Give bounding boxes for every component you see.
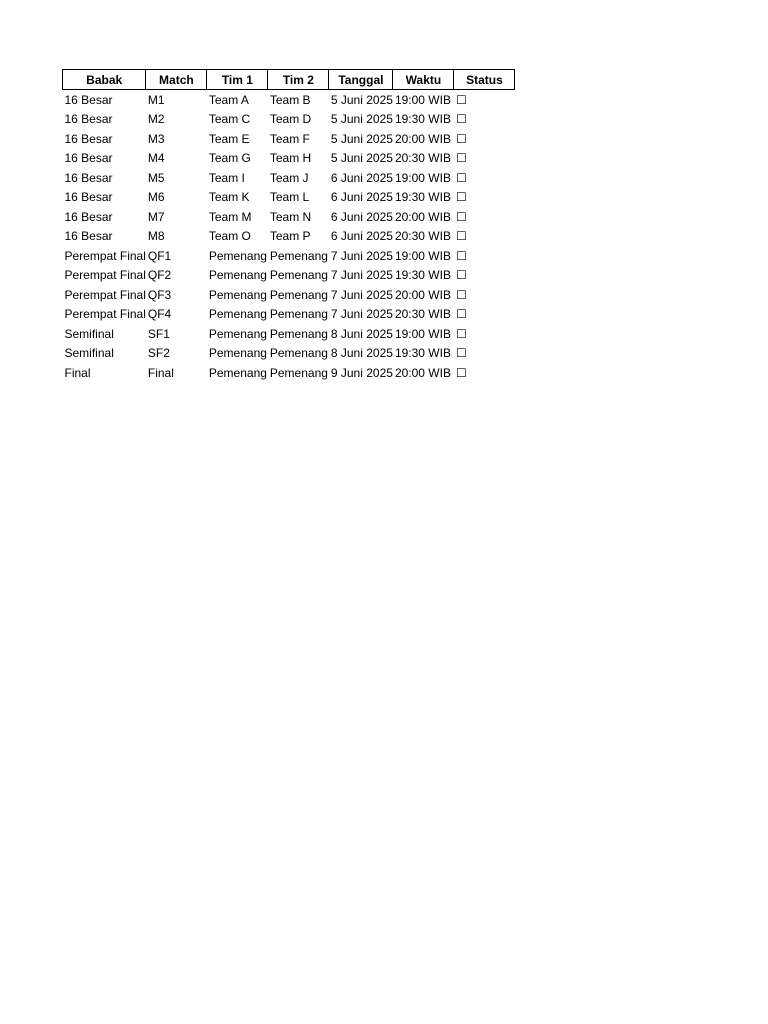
cell-tim-2: Team J	[269, 170, 309, 185]
cell-tim-1: Team C	[208, 112, 251, 127]
table-row	[63, 149, 515, 169]
cell-tanggal: 7 Juni 2025	[330, 248, 393, 263]
cell-match: M3	[147, 131, 165, 146]
cell-waktu: 20:00 WIB	[394, 131, 451, 146]
cell-match: M4	[147, 151, 165, 166]
cell-babak: 16 Besar	[64, 151, 113, 166]
cell-status: ☐	[455, 268, 467, 283]
cell-waktu: 19:30 WIB	[394, 268, 451, 283]
cell-babak: 16 Besar	[64, 190, 113, 205]
cell-tim-1: Pemenang	[208, 287, 267, 302]
cell-status: ☐	[455, 365, 467, 380]
cell-tanggal: 6 Juni 2025	[330, 190, 393, 205]
header-row	[63, 70, 515, 90]
cell-tanggal: 6 Juni 2025	[330, 209, 393, 224]
table-row	[63, 207, 515, 227]
cell-tanggal: 5 Juni 2025	[330, 131, 393, 146]
table-row	[63, 246, 515, 266]
cell-tim-1: Team E	[208, 131, 250, 146]
cell-babak: 16 Besar	[64, 209, 113, 224]
cell-tim-1: Team K	[208, 190, 250, 205]
cell-match: Final	[147, 365, 174, 380]
cell-match: M7	[147, 209, 165, 224]
cell-match: QF3	[147, 287, 172, 302]
cell-tanggal: 7 Juni 2025	[330, 287, 393, 302]
cell-status: ☐	[455, 229, 467, 244]
cell-babak: 16 Besar	[64, 112, 113, 127]
cell-status: ☐	[455, 112, 467, 127]
cell-match: SF1	[147, 326, 170, 341]
cell-tim-2: Team L	[269, 190, 310, 205]
cell-tanggal: 7 Juni 2025	[330, 268, 393, 283]
cell-tim-1: Team A	[208, 92, 249, 107]
header-waktu: Waktu	[393, 70, 454, 90]
cell-tanggal: 5 Juni 2025	[330, 92, 393, 107]
cell-babak: 16 Besar	[64, 170, 113, 185]
table-row	[63, 227, 515, 247]
spreadsheet-page	[62, 69, 515, 383]
header-babak: Babak	[63, 70, 146, 90]
cell-status: ☐	[455, 151, 467, 166]
cell-tim-1: Pemenang	[208, 326, 267, 341]
table-row	[63, 188, 515, 208]
header-status: Status	[454, 70, 515, 90]
cell-tanggal: 5 Juni 2025	[330, 112, 393, 127]
table-row	[63, 266, 515, 286]
cell-waktu: 19:30 WIB	[394, 190, 451, 205]
cell-tanggal: 9 Juni 2025	[330, 365, 393, 380]
table-row	[63, 285, 515, 305]
cell-tim-2: Pemenang	[269, 326, 328, 341]
cell-tim-1: Team O	[208, 229, 251, 244]
cell-match: M1	[147, 92, 165, 107]
cell-status: ☐	[455, 307, 467, 322]
cell-match: QF4	[147, 307, 172, 322]
cell-tanggal: 6 Juni 2025	[330, 229, 393, 244]
cell-babak: Perempat Final	[64, 307, 146, 322]
cell-status: ☐	[455, 326, 467, 341]
cell-tanggal: 8 Juni 2025	[330, 346, 393, 361]
header-match: Match	[146, 70, 207, 90]
cell-babak: Perempat Final	[64, 268, 146, 283]
cell-babak: Perempat Final	[64, 248, 146, 263]
table-row	[63, 344, 515, 364]
cell-status: ☐	[455, 346, 467, 361]
header-tim-2: Tim 2	[268, 70, 329, 90]
cell-waktu: 20:30 WIB	[394, 229, 451, 244]
cell-tim-2: Pemenang	[269, 346, 328, 361]
cell-waktu: 19:00 WIB	[394, 248, 451, 263]
cell-waktu: 19:30 WIB	[394, 346, 451, 361]
cell-tanggal: 6 Juni 2025	[330, 170, 393, 185]
cell-tim-2: Pemenang	[269, 268, 328, 283]
cell-tim-2: Team H	[269, 151, 312, 166]
cell-tim-2: Team N	[269, 209, 312, 224]
cell-match: M5	[147, 170, 165, 185]
table-row	[63, 110, 515, 130]
cell-waktu: 19:30 WIB	[394, 112, 451, 127]
table-row	[63, 129, 515, 149]
cell-tim-2: Pemenang	[269, 287, 328, 302]
cell-tim-1: Pemenang	[208, 268, 267, 283]
cell-tim-2: Team P	[269, 229, 311, 244]
cell-tim-1: Pemenang	[208, 365, 267, 380]
cell-waktu: 20:00 WIB	[394, 287, 451, 302]
cell-waktu: 20:00 WIB	[394, 365, 451, 380]
cell-babak: Semifinal	[64, 326, 114, 341]
cell-tim-1: Team I	[208, 170, 245, 185]
cell-match: QF1	[147, 248, 172, 263]
cell-babak: 16 Besar	[64, 229, 113, 244]
cell-tanggal: 7 Juni 2025	[330, 307, 393, 322]
table-row	[63, 324, 515, 344]
cell-status: ☐	[455, 131, 467, 146]
cell-status: ☐	[455, 190, 467, 205]
cell-tanggal: 8 Juni 2025	[330, 326, 393, 341]
header-tim-1: Tim 1	[207, 70, 268, 90]
cell-babak: Semifinal	[64, 346, 114, 361]
schedule-body	[63, 90, 515, 383]
header-tanggal: Tanggal	[329, 70, 393, 90]
cell-tim-1: Team G	[208, 151, 251, 166]
table-row	[63, 168, 515, 188]
cell-match: QF2	[147, 268, 172, 283]
cell-babak: Final	[64, 365, 91, 380]
cell-waktu: 19:00 WIB	[394, 170, 451, 185]
table-row	[63, 363, 515, 383]
cell-tim-1: Pemenang	[208, 307, 267, 322]
cell-status: ☐	[455, 287, 467, 302]
cell-tim-2: Team B	[269, 92, 311, 107]
cell-tim-1: Team M	[208, 209, 252, 224]
table-row	[63, 305, 515, 325]
cell-match: M6	[147, 190, 165, 205]
cell-tim-2: Pemenang	[269, 307, 328, 322]
cell-status: ☐	[455, 209, 467, 224]
cell-babak: 16 Besar	[64, 92, 113, 107]
cell-waktu: 19:00 WIB	[394, 92, 451, 107]
cell-status: ☐	[455, 170, 467, 185]
cell-match: M8	[147, 229, 165, 244]
cell-tim-1: Pemenang	[208, 248, 267, 263]
cell-tanggal: 5 Juni 2025	[330, 151, 393, 166]
cell-waktu: 20:00 WIB	[394, 209, 451, 224]
cell-babak: 16 Besar	[64, 131, 113, 146]
cell-tim-2: Pemenang	[269, 365, 328, 380]
cell-match: SF2	[147, 346, 170, 361]
match-schedule-table	[62, 69, 515, 383]
cell-tim-2: Team F	[269, 131, 310, 146]
table-row	[63, 90, 515, 110]
cell-waktu: 20:30 WIB	[394, 151, 451, 166]
cell-tim-2: Team D	[269, 112, 312, 127]
cell-status: ☐	[455, 248, 467, 263]
cell-match: M2	[147, 112, 165, 127]
cell-tim-2: Pemenang	[269, 248, 328, 263]
cell-tim-1: Pemenang	[208, 346, 267, 361]
cell-waktu: 19:00 WIB	[394, 326, 451, 341]
cell-babak: Perempat Final	[64, 287, 146, 302]
cell-status: ☐	[455, 92, 467, 107]
cell-waktu: 20:30 WIB	[394, 307, 451, 322]
